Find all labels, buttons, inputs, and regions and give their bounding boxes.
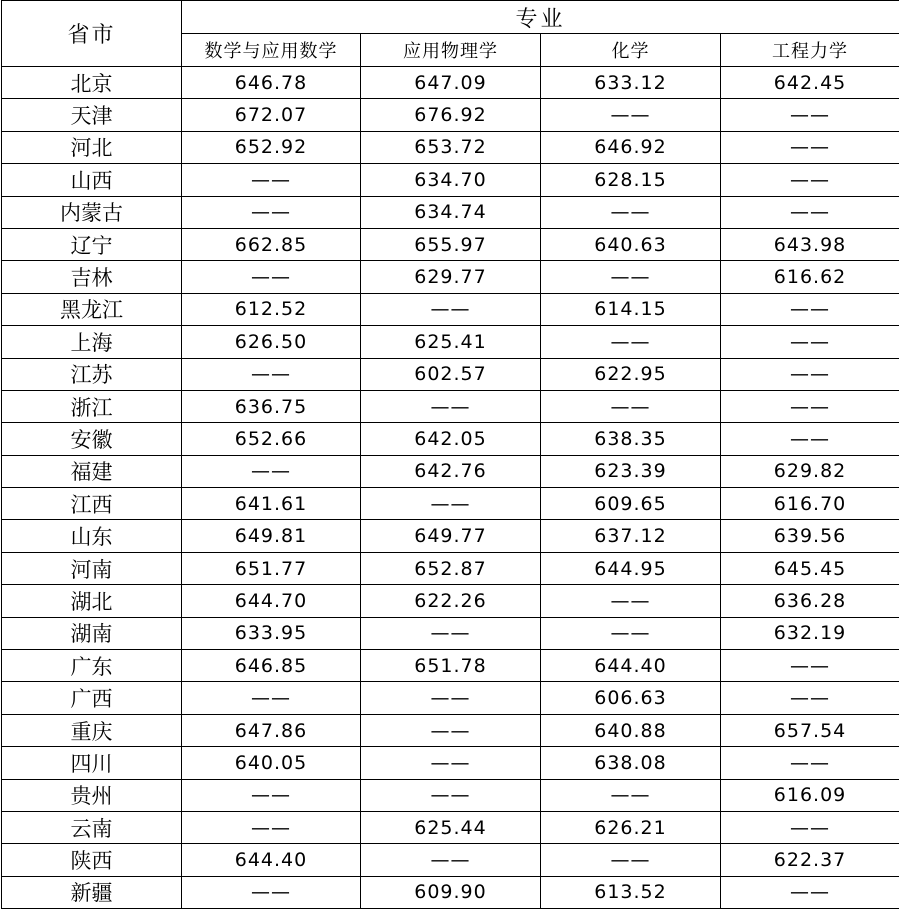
score-cell: —— (721, 747, 899, 779)
score-cell: 652.66 (182, 423, 361, 455)
province-cell: 贵州 (2, 779, 182, 811)
score-cell: —— (721, 650, 899, 682)
score-cell: 634.70 (361, 164, 541, 196)
score-cell: —— (721, 358, 899, 390)
score-cell: —— (721, 293, 899, 325)
score-cell: 651.77 (182, 552, 361, 584)
score-cell: 646.92 (541, 131, 721, 163)
score-cell: 639.56 (721, 520, 899, 552)
score-cell: 642.76 (361, 455, 541, 487)
score-cell: —— (541, 617, 721, 649)
major-header-mechanics: 工程力学 (721, 34, 899, 67)
province-cell: 湖南 (2, 617, 182, 649)
score-cell: —— (182, 261, 361, 293)
score-cell: 644.40 (182, 844, 361, 876)
score-cell: 644.40 (541, 650, 721, 682)
score-cell: —— (721, 682, 899, 714)
province-cell: 浙江 (2, 390, 182, 422)
score-cell: 657.54 (721, 714, 899, 746)
province-cell: 山西 (2, 164, 182, 196)
score-cell: 634.74 (361, 196, 541, 228)
province-cell: 四川 (2, 747, 182, 779)
score-cell: 637.12 (541, 520, 721, 552)
province-header: 省市 (2, 1, 182, 67)
score-cell: —— (361, 682, 541, 714)
score-cell: —— (361, 779, 541, 811)
score-cell: —— (721, 390, 899, 422)
table-row (2, 293, 899, 325)
province-cell: 山东 (2, 520, 182, 552)
major-header-math: 数学与应用数学 (182, 34, 361, 67)
table-row (2, 811, 899, 843)
score-cell: 613.52 (541, 876, 721, 908)
score-cell: —— (541, 779, 721, 811)
score-cell: 632.19 (721, 617, 899, 649)
score-cell: —— (721, 99, 899, 131)
score-cell: —— (541, 585, 721, 617)
score-cell: 636.75 (182, 390, 361, 422)
table-body (2, 67, 899, 909)
major-header-chemistry: 化学 (541, 34, 721, 67)
score-cell: 629.82 (721, 455, 899, 487)
table-row (2, 326, 899, 358)
score-cell: —— (361, 617, 541, 649)
score-cell: 641.61 (182, 488, 361, 520)
score-cell: 633.12 (541, 67, 721, 99)
score-cell: 643.98 (721, 228, 899, 260)
score-cell: —— (182, 811, 361, 843)
score-cell: —— (182, 455, 361, 487)
province-cell: 江苏 (2, 358, 182, 390)
table-row (2, 67, 899, 99)
score-cell: —— (541, 390, 721, 422)
province-cell: 安徽 (2, 423, 182, 455)
score-cell: 622.26 (361, 585, 541, 617)
score-cell: 644.95 (541, 552, 721, 584)
score-cell: 602.57 (361, 358, 541, 390)
score-cell: 642.45 (721, 67, 899, 99)
score-cell: —— (721, 131, 899, 163)
score-cell: —— (361, 293, 541, 325)
score-cell: 612.52 (182, 293, 361, 325)
table-row (2, 585, 899, 617)
score-cell: 652.92 (182, 131, 361, 163)
province-cell: 陕西 (2, 844, 182, 876)
score-cell: —— (361, 390, 541, 422)
province-cell: 广东 (2, 650, 182, 682)
score-cell: —— (721, 876, 899, 908)
score-cell: —— (541, 196, 721, 228)
score-cell: 622.95 (541, 358, 721, 390)
province-cell: 河北 (2, 131, 182, 163)
table-row (2, 714, 899, 746)
table-row (2, 844, 899, 876)
score-cell: —— (721, 196, 899, 228)
table-row (2, 164, 899, 196)
score-cell: 636.28 (721, 585, 899, 617)
score-cell: 647.09 (361, 67, 541, 99)
score-cell: —— (182, 682, 361, 714)
score-cell: 647.86 (182, 714, 361, 746)
score-cell: —— (182, 779, 361, 811)
score-cell: 640.05 (182, 747, 361, 779)
score-cell: 652.87 (361, 552, 541, 584)
score-cell: 614.15 (541, 293, 721, 325)
score-cell: —— (182, 164, 361, 196)
score-table (1, 0, 899, 909)
province-cell: 广西 (2, 682, 182, 714)
score-cell: —— (721, 423, 899, 455)
score-cell: —— (361, 714, 541, 746)
table-row (2, 617, 899, 649)
score-cell: 651.78 (361, 650, 541, 682)
score-cell: 662.85 (182, 228, 361, 260)
table-row (2, 552, 899, 584)
score-cell: 646.85 (182, 650, 361, 682)
score-cell: —— (541, 261, 721, 293)
score-cell: 642.05 (361, 423, 541, 455)
table-row (2, 650, 899, 682)
score-cell: 676.92 (361, 99, 541, 131)
score-cell: 625.41 (361, 326, 541, 358)
province-cell: 新疆 (2, 876, 182, 908)
province-cell: 天津 (2, 99, 182, 131)
score-cell: 609.90 (361, 876, 541, 908)
province-cell: 福建 (2, 455, 182, 487)
province-cell: 云南 (2, 811, 182, 843)
score-cell: 655.97 (361, 228, 541, 260)
score-cell: 623.39 (541, 455, 721, 487)
province-cell: 上海 (2, 326, 182, 358)
province-cell: 江西 (2, 488, 182, 520)
table-row (2, 423, 899, 455)
score-cell: —— (361, 488, 541, 520)
score-cell: 640.88 (541, 714, 721, 746)
score-cell: 633.95 (182, 617, 361, 649)
table-row (2, 779, 899, 811)
score-cell: 606.63 (541, 682, 721, 714)
score-cell: 644.70 (182, 585, 361, 617)
score-cell: 629.77 (361, 261, 541, 293)
province-cell: 河南 (2, 552, 182, 584)
score-cell: 616.09 (721, 779, 899, 811)
table-row (2, 390, 899, 422)
major-header-physics: 应用物理学 (361, 34, 541, 67)
score-cell: 672.07 (182, 99, 361, 131)
table-row (2, 99, 899, 131)
score-cell: 646.78 (182, 67, 361, 99)
table-row (2, 196, 899, 228)
score-cell: —— (541, 99, 721, 131)
score-cell: 616.70 (721, 488, 899, 520)
province-cell: 辽宁 (2, 228, 182, 260)
score-cell: 649.77 (361, 520, 541, 552)
score-cell: —— (721, 326, 899, 358)
score-cell: 616.62 (721, 261, 899, 293)
score-cell: 622.37 (721, 844, 899, 876)
score-cell: 645.45 (721, 552, 899, 584)
province-cell: 吉林 (2, 261, 182, 293)
score-cell: 625.44 (361, 811, 541, 843)
score-cell: —— (182, 196, 361, 228)
province-cell: 北京 (2, 67, 182, 99)
score-cell: 628.15 (541, 164, 721, 196)
score-cell: 626.50 (182, 326, 361, 358)
score-cell: 626.21 (541, 811, 721, 843)
table-row (2, 520, 899, 552)
score-cell: —— (541, 844, 721, 876)
table-row (2, 131, 899, 163)
table-row (2, 876, 899, 908)
score-cell: 609.65 (541, 488, 721, 520)
score-cell: —— (541, 326, 721, 358)
score-cell: 638.08 (541, 747, 721, 779)
table-row (2, 747, 899, 779)
table-row (2, 228, 899, 260)
province-cell: 内蒙古 (2, 196, 182, 228)
score-cell: 640.63 (541, 228, 721, 260)
table-row (2, 261, 899, 293)
score-cell: —— (182, 876, 361, 908)
table-row (2, 682, 899, 714)
score-cell: —— (721, 811, 899, 843)
score-cell: —— (361, 844, 541, 876)
score-cell: 653.72 (361, 131, 541, 163)
province-cell: 黑龙江 (2, 293, 182, 325)
score-cell: —— (361, 747, 541, 779)
score-cell: —— (182, 358, 361, 390)
score-cell: —— (721, 164, 899, 196)
province-cell: 湖北 (2, 585, 182, 617)
table-row (2, 455, 899, 487)
table-row (2, 358, 899, 390)
score-cell: 638.35 (541, 423, 721, 455)
score-cell: 649.81 (182, 520, 361, 552)
major-group-header: 专业 (182, 1, 899, 34)
province-cell: 重庆 (2, 714, 182, 746)
table-row (2, 488, 899, 520)
